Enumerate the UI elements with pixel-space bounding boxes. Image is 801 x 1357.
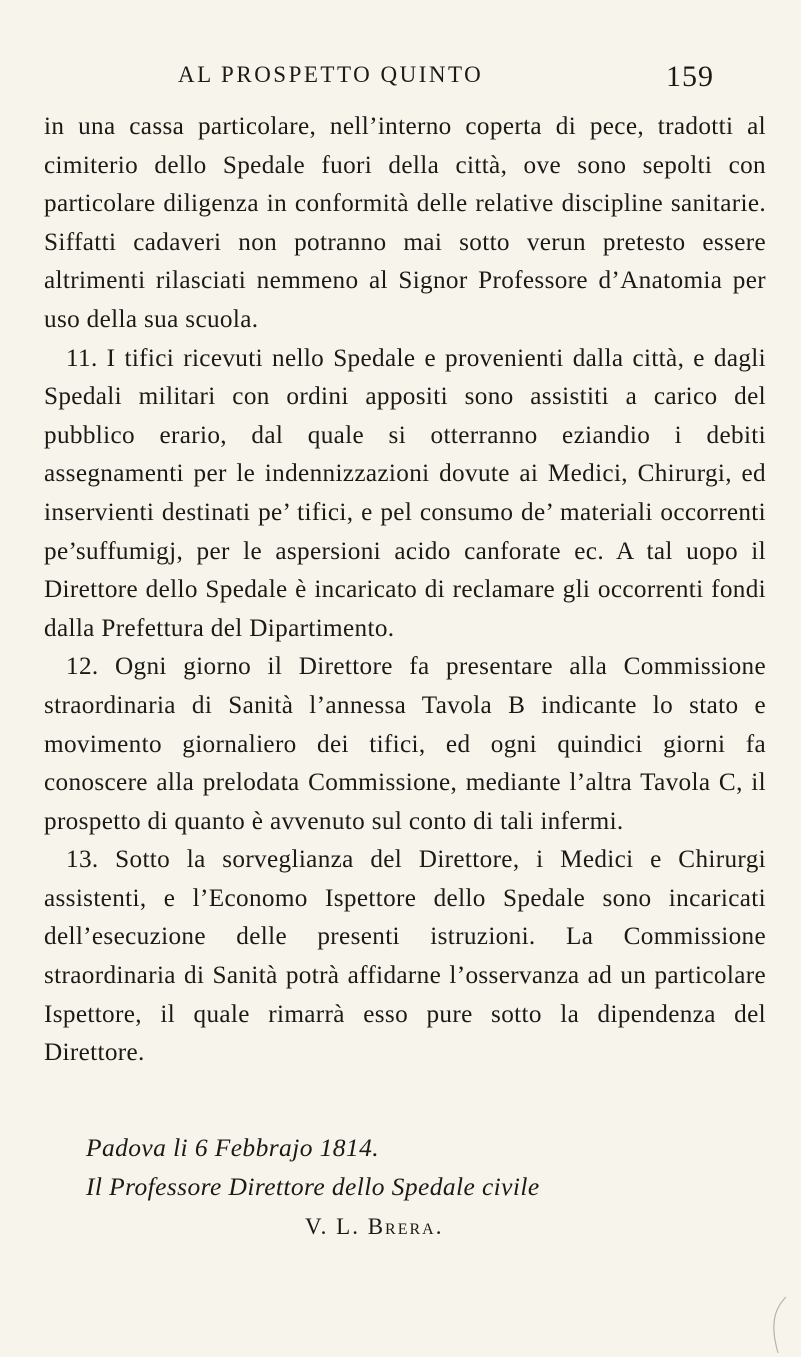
paragraph-12: 12. Ogni giorno il Direttore fa presentare alla Commissione straordinaria di Sanità l’annessa Tavola B indicante lo stato e movimento giornaliero dei tifici, ed ogni quindici giorni fa conoscere alla prelodata Commissione, mediante l’altra Tavola C, il prospetto di quanto è avvenuto sul conto di tali infermi. [44,653,766,835]
page-number: 159 [666,60,714,93]
running-title: AL PROSPETTO QUINTO [178,62,484,87]
paragraph-13: 13. Sotto la sorveglianza del Direttore, i Medici e Chirurgi assistenti, e l’Economo Ispettore dello Spedale sono incaricati dell’esecuzione delle presenti istruzioni. La Commissione straordinaria di Sanità potrà affidarne l’osservanza ad un particolare Ispettore, il quale rimarrà esso pure sotto la dipendenza del Direttore. [44,846,766,1067]
page-edge-mark [760,1295,790,1355]
body-text [44,108,766,1073]
paragraph-continuation: in una cassa particolare, nell’interno coperta di pece, tradotti al cimiterio dello Spedale fuori della città, ove sono sepolti con particolare diligenza in conformità delle relative discipline sanitarie. Siffatti cadaveri non potranno mai sotto verun pretesto essere altrimenti rilasciati nemmeno al Signor Professore d’Anatomia per uso della sua scuola. [44,113,766,333]
running-head [0,62,801,102]
paragraph-11: 11. I tifici ricevuti nello Spedale e provenienti dalla città, e dagli Spedali militari con ordini appositi sono assistiti a carico del pubblico erario, dal quale si otterranno eziandio i debiti assegnamenti per le indennizzazioni dovute ai Medici, Chirurgi, ed inservienti destinati pe’ tifici, e pel consumo de’ materiali occorrenti pe’suffumigj, per le aspersioni acido canforate ec. A tal uopo il Direttore dello Spedale è incaricato di reclamare gli occorrenti fondi dalla Prefettura del Dipartimento. [44,344,766,642]
signature-name: V. L. Brera. [305,1214,444,1239]
signature-date: Padova li 6 Febbrajo 1814. [86,1133,379,1162]
signature-title: Il Professore Direttore dello Spedale civile [86,1172,540,1201]
